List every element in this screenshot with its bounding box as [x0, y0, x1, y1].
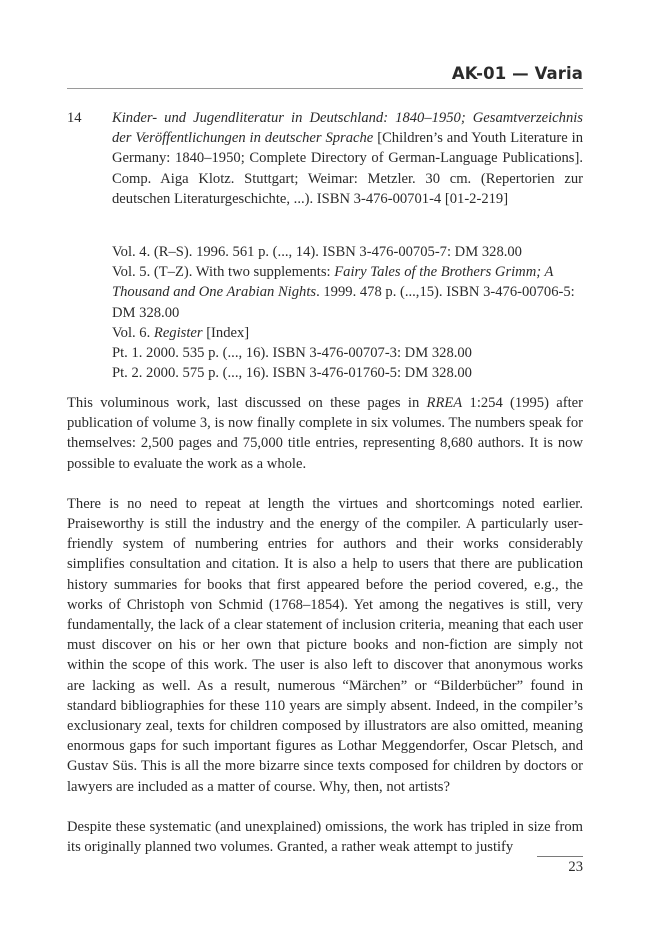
entry-title: Kinder- und Jugendliteratur in Deutschland: 1840–1950; Gesamtverzeichnis der Veröffentlichungen in deutscher Sprache: [112, 110, 583, 147]
running-header: [67, 62, 583, 89]
volume-list: [112, 242, 583, 383]
review-text: [67, 393, 583, 877]
review-paragraph-3: Despite these systematic (and unexplained) omissions, the work has tripled in size from its originally planned two volumes. Granted, a rather weak attempt to justify: [67, 818, 583, 856]
volume-5-supplement-title: Fairy Tales of the Brothers Grimm; A Thousand and One Arabian Nights: [112, 264, 554, 301]
entry-description: [Children’s and Youth Literature in Germany: 1840–1950; Complete Directory of German-Language Publications]. Comp. Aiga Klotz. Stuttgart; Weimar: Metzler. 30 cm. (Repertorien zur deutschen Literaturgeschichte, ...). ISBN 3-476-00701-4 [01-2-219]: [112, 130, 583, 207]
p1-rest: 1:254 (1995) after publication of volume 3, is now finally complete in six volumes. The numbers speak for themselves: 2,500 pages and 75,000 title entries, representing 8,680 authors. It is now possible to evaluate the work as a whole.: [67, 395, 583, 472]
volume-5-suffix: . 1999. 478 p. (...,15). ISBN 3-476-00706-5: DM 328.00: [112, 284, 575, 321]
volume-5: [112, 262, 583, 323]
p1-start: This voluminous work, last discussed on these pages in: [67, 395, 427, 411]
entry-number: 14: [67, 110, 82, 126]
journal-title: RREA: [426, 395, 463, 411]
page-number: 23: [568, 859, 583, 875]
volume-6: [112, 323, 583, 343]
volume-6-title: Register: [153, 324, 203, 341]
review-paragraph-1: [67, 393, 583, 474]
review-paragraph-2: There is no need to repeat at length the virtues and shortcomings noted earlier. Praiseworthy is still the industry and the energy of the compiler. A particularly user-friendly system of numbering entries for authors and their works considerably simplifies consultation and citation. It is also a help to users that there are publication history summaries for books that first appeared before the period covered, e.g., the works of Christoph von Schmid (1768–1854). Yet among the negatives is still, very fundamentally, the lack of a clear statement of inclusion criteria, meaning that each user must discover on his or her own that picture books and non-fiction are simply not within the scope of this work. The user is also left to discover that anonymous works are lacking as well. As a result, numerous “Märchen” or “Bilderbücher” found in standard bibliographies for these 110 years are simply absent. Indeed, in the compiler’s exclusionary zeal, texts for children composed by illustrators are also omitted, meaning enormous gaps for such important figures as Lothar Meggendorfer, Oscar Pletsch, and Gustav Süs. This is all the more bizarre since texts composed for children by doctors or lawyers are included as a matter of course. Why, then, not artists?: [67, 495, 583, 795]
volume-6-suffix: [Index]: [202, 324, 250, 341]
entry-citation: [112, 108, 583, 209]
volume-5-prefix: Vol. 5. (T–Z). With two supplements:: [112, 264, 335, 281]
bibliography-entry: [67, 108, 583, 209]
volume-6-part-2: Pt. 2. 2000. 575 p. (..., 16). ISBN 3-476-01760-5: DM 328.00: [112, 365, 472, 382]
section-title: AK-01 — Varia: [451, 64, 583, 83]
volume-4: Vol. 4. (R–S). 1996. 561 p. (..., 14). ISBN 3-476-00705-7: DM 328.00: [112, 244, 522, 260]
volume-6-part-1: Pt. 1. 2000. 535 p. (..., 16). ISBN 3-476-00707-3: DM 328.00: [112, 345, 472, 362]
volume-6-prefix: Vol. 6.: [112, 324, 154, 341]
footer-rule: [537, 856, 583, 857]
